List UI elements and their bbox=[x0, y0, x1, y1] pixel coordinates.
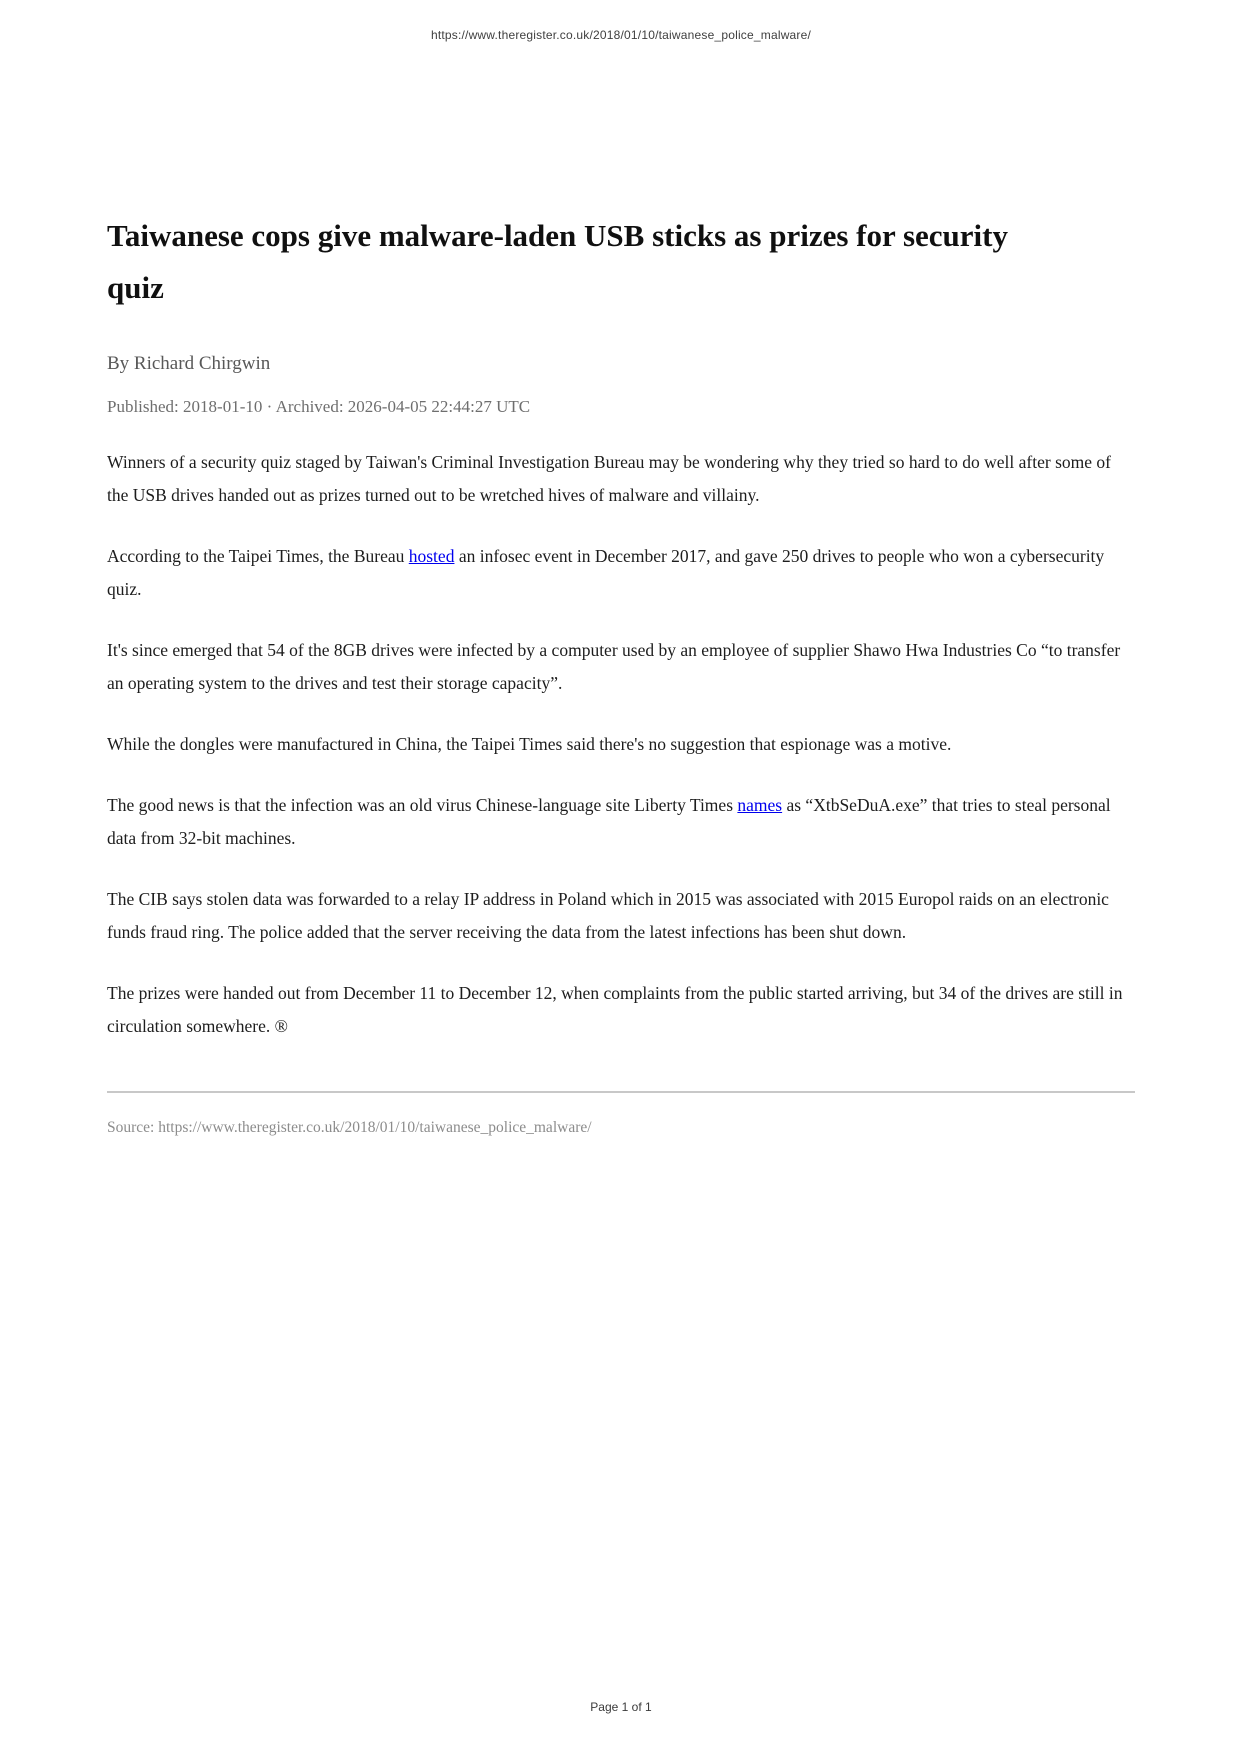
page-number: Page 1 of 1 bbox=[590, 1700, 652, 1714]
article-meta-dates: Published: 2018-01-10 · Archived: 2026-04-05 22:44:27 UTC bbox=[107, 397, 531, 416]
article-paragraph: It's since emerged that 54 of the 8GB drives were infected by a computer used by an employee of supplier Shawo Hwa Industries Co “to transfer an operating system to the drives and test their storage capacity”. bbox=[107, 640, 1121, 693]
article-paragraph: Winners of a security quiz staged by Taiwan's Criminal Investigation Bureau may be wondering why they tried so hard to do well after some of the USB drives handed out as prizes turned out to be wretched hives of malware and villainy. bbox=[107, 452, 1111, 505]
inline-link[interactable]: names bbox=[737, 795, 783, 815]
source-line: Source: https://www.theregister.co.uk/2018/01/10/taiwanese_police_malware/ bbox=[107, 1119, 592, 1136]
article-body bbox=[107, 446, 1135, 1043]
article-paragraph: The good news is that the infection was an old virus Chinese-language site Liberty Times names as “XtbSeDuA.exe” that tries to steal personal data from 32-bit machines. bbox=[107, 795, 1111, 848]
article-paragraph: The CIB says stolen data was forwarded to a relay IP address in Poland which in 2015 was associated with 2015 Europol raids on an electronic funds fraud ring. The police added that the server receiving the data from the latest infections has been shut down. bbox=[107, 889, 1109, 942]
page-header-url: https://www.theregister.co.uk/2018/01/10/taiwanese_police_malware/ bbox=[430, 28, 812, 42]
article-paragraph: The prizes were handed out from December 11 to December 12, when complaints from the public started arriving, but 34 of the drives are still in circulation somewhere. ® bbox=[107, 983, 1123, 1036]
inline-link[interactable]: hosted bbox=[408, 546, 455, 566]
article-paragraph: According to the Taipei Times, the Bureau hosted an infosec event in December 2017, and gave 250 drives to people who won a cybersecurity quiz. bbox=[107, 546, 1105, 599]
article bbox=[0, 210, 1242, 1138]
divider bbox=[107, 1091, 1135, 1093]
article-byline: By Richard Chirgwin bbox=[107, 353, 271, 374]
article-title: Taiwanese cops give malware-laden USB sticks as prizes for security quiz bbox=[107, 218, 1008, 305]
article-paragraph: While the dongles were manufactured in China, the Taipei Times said there's no suggestion that espionage was a motive. bbox=[107, 734, 952, 754]
